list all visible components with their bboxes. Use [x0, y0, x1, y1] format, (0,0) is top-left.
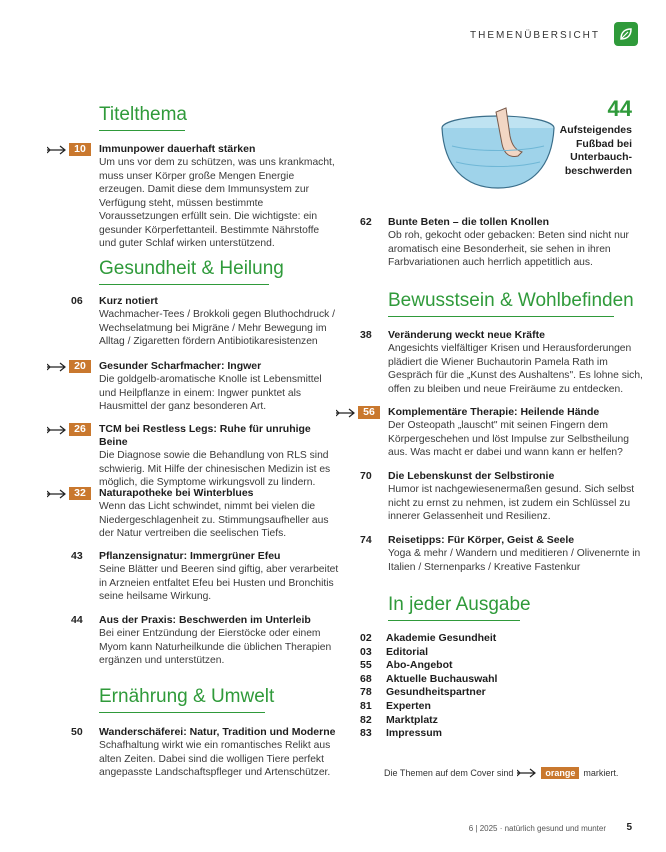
page-number: 74 — [360, 534, 372, 546]
page-number: 06 — [71, 295, 83, 307]
arrow-icon — [336, 408, 356, 418]
entry-text: Ob roh, gekocht oder gebacken: Beten sind nicht nur aromatisch eine Besonderheit, sie sehen in ihren Farbvariationen auch herrlich appetitlich aus. — [388, 230, 629, 268]
section-title-titelthema: Titelthema — [99, 104, 187, 125]
page-number: 43 — [71, 550, 83, 562]
list-item[interactable]: 83 Impressum — [360, 727, 443, 740]
page-number: 62 — [360, 216, 372, 228]
legend-text-after: markiert. — [583, 768, 619, 778]
entry-title: Kurz notiert — [99, 295, 158, 307]
page-number: 70 — [360, 470, 372, 482]
entry-title: Bunte Beten – die tollen Knollen — [388, 216, 550, 228]
arrow-icon — [47, 425, 67, 435]
list-item[interactable]: 02 Akademie Gesundheit — [360, 632, 497, 644]
entry-title: Die Lebenskunst der Selbstironie — [388, 470, 555, 482]
regular-sections-list — [360, 632, 560, 741]
entry-text: Der Osteopath „lauscht" mit seinen Fingern dem Körpergeschehen und löst Impulse zur Selbstheilung aus. Was macht er dabei und wann kann er helfen? — [388, 420, 629, 458]
toc-entry-70[interactable] — [360, 470, 648, 524]
section-divider — [388, 316, 614, 317]
list-item[interactable]: 55 Abo-Angebot — [360, 659, 453, 672]
issue-footer: 6 | 2025 · natürlich gesund und munter — [468, 824, 606, 833]
toc-entry-74[interactable] — [360, 534, 648, 574]
page-number-highlight: 20 — [69, 360, 91, 373]
list-item[interactable]: 82 Marktplatz — [360, 713, 438, 726]
feature-page-number: 44 — [607, 96, 632, 121]
section-divider — [99, 284, 269, 285]
entry-text: Die Diagnose sowie die Behandlung von RLS sind schwierig. Mit Hilfe der chinesischen Medizin ist es möglich, die Symptome wirkungsvoll zu lindern. — [99, 450, 331, 488]
entry-text: Angesichts vielfältiger Krisen und Herausforderungen plädiert die Wiener Buchautorin Pamela Rath im Gespräch für die „Kunst des Aushaltens". Es lohne sich, offen zu bleiben und neue Freiräume zu entdecken. — [388, 343, 643, 395]
legend-highlight-tag: orange — [541, 767, 579, 779]
section-title-gesundheit: Gesundheit & Heilung — [99, 258, 284, 279]
entry-text: Humor ist nachgewiesenermaßen gesund. Sich selbst nicht zu ernst zu nehmen, ist zudem ein Schlüssel zu innerer Gelassenheit und Resilienz. — [388, 484, 635, 522]
arrow-icon — [517, 768, 537, 778]
entry-text: Schafhaltung wirkt wie ein romantisches Relikt aus alten Zeiten. Dabei sind die wolligen Tiere perfekt angepasste Landschaftspfleger und Artenschützer. — [99, 740, 331, 778]
entry-text: Bei einer Entzündung der Eierstöcke oder einem Myom kann Naturheilkunde die üblichen Therapien ergänzen und unterstützen. — [99, 628, 332, 666]
entry-title: TCM bei Restless Legs: Ruhe für unruhige Beine — [99, 423, 311, 448]
feature-caption: Aufsteigendes Fußbad bei Unterbauchbeschwerden — [559, 124, 632, 177]
entry-title: Aus der Praxis: Beschwerden im Unterleib — [99, 614, 311, 626]
entry-title: Veränderung weckt neue Kräfte — [388, 329, 545, 341]
toc-entry-56[interactable] — [363, 406, 648, 460]
list-item[interactable]: 81 Experten — [360, 699, 431, 712]
toc-entry-62[interactable] — [360, 216, 648, 270]
section-divider — [99, 712, 265, 713]
toc-entry-20[interactable] — [74, 360, 339, 414]
entry-text: Seine Blätter und Beeren sind giftig, aber verarbeitet in Arzneien entfaltet Efeu bei Husten und Bronchitis seine heilsame Wirkung. — [99, 564, 339, 602]
toc-entry-43[interactable] — [71, 550, 339, 604]
entry-title: Wanderschäferei: Natur, Tradition und Moderne — [99, 726, 336, 738]
section-title-ernaehrung: Ernährung & Umwelt — [99, 686, 275, 707]
entry-text: Wachmacher-Tees / Brokkoli gegen Bluthochdruck / Wechselatmung bei Migräne / Mehr Bewegung im Alltag / Zigaretten fördern Antibiotikaresistenzen — [99, 309, 335, 347]
legend-text-before: Die Themen auf dem Cover sind — [384, 768, 514, 778]
page-number-highlight: 26 — [69, 423, 91, 436]
toc-entry-50[interactable] — [71, 726, 339, 780]
list-item[interactable]: 68 Aktuelle Buchauswahl — [360, 672, 498, 685]
page-number: 44 — [71, 614, 83, 626]
page-number-footer: 5 — [626, 822, 632, 833]
section-title-bewusstsein: Bewusstsein & Wohlbefinden — [388, 290, 634, 311]
toc-entry-26[interactable] — [74, 423, 339, 490]
toc-entry-38[interactable] — [360, 329, 648, 396]
page-number-highlight: 56 — [358, 406, 380, 419]
entry-text: Die goldgelb-aromatische Knolle ist Lebensmittel und Heilpflanze in einem: Ingwer punktet als Hausmittel der ganz besonderen Art. — [99, 374, 322, 412]
page-section-label: THEMENÜBERSICHT — [469, 30, 600, 41]
entry-title: Immunpower dauerhaft stärken — [99, 143, 256, 155]
entry-title: Naturapotheke bei Winterblues — [99, 487, 254, 499]
page-number-highlight: 32 — [69, 487, 91, 500]
section-divider — [388, 620, 520, 621]
arrow-icon — [47, 362, 67, 372]
page-number-highlight: 10 — [69, 143, 91, 156]
list-item[interactable]: 03 Editorial — [360, 645, 429, 658]
entry-text: Yoga & mehr / Wandern und meditieren / Olivenernte in Italien / Sternenparks / Kreative Fastenkur — [388, 548, 641, 573]
leaf-icon — [614, 22, 638, 46]
entry-title: Gesunder Scharfmacher: Ingwer — [99, 360, 262, 372]
entry-text: Um uns vor dem zu schützen, was uns krankmacht, muss unser Körper große Mengen Energie erzeugen. Damit diese dem Immunsystem zur Verfügung steht, müssen bestimmte Voraussetzungen erfüllt sein. Die wichtigste: ein gesunder Körperfettanteil. Bestimmte Nährstoffe und guter Schlaf wirken unterstützend. — [99, 157, 335, 249]
section-title-jeder-ausgabe: In jeder Ausgabe — [388, 594, 531, 615]
section-divider — [99, 130, 185, 131]
arrow-icon — [47, 489, 67, 499]
entry-text: Wenn das Licht schwindet, nimmt bei vielen die Niedergeschlagenheit zu. Stimmungsaufheller aus der Natur vertreiben die seelischen Tiefs. — [99, 501, 329, 539]
toc-entry-06[interactable] — [71, 295, 339, 349]
page-number: 38 — [360, 329, 372, 341]
entry-title: Pflanzensignatur: Immergrüner Efeu — [99, 550, 281, 562]
page-number: 50 — [71, 726, 83, 738]
cover-topics-legend — [384, 767, 618, 779]
entry-title: Komplementäre Therapie: Heilende Hände — [388, 406, 600, 418]
toc-entry-44[interactable] — [71, 614, 339, 668]
list-item[interactable]: 78 Gesundheitspartner — [360, 686, 486, 699]
toc-entry-10[interactable] — [74, 143, 339, 251]
entry-title: Reisetipps: Für Körper, Geist & Seele — [388, 534, 575, 546]
arrow-icon — [47, 145, 67, 155]
toc-entry-32[interactable] — [74, 487, 339, 541]
